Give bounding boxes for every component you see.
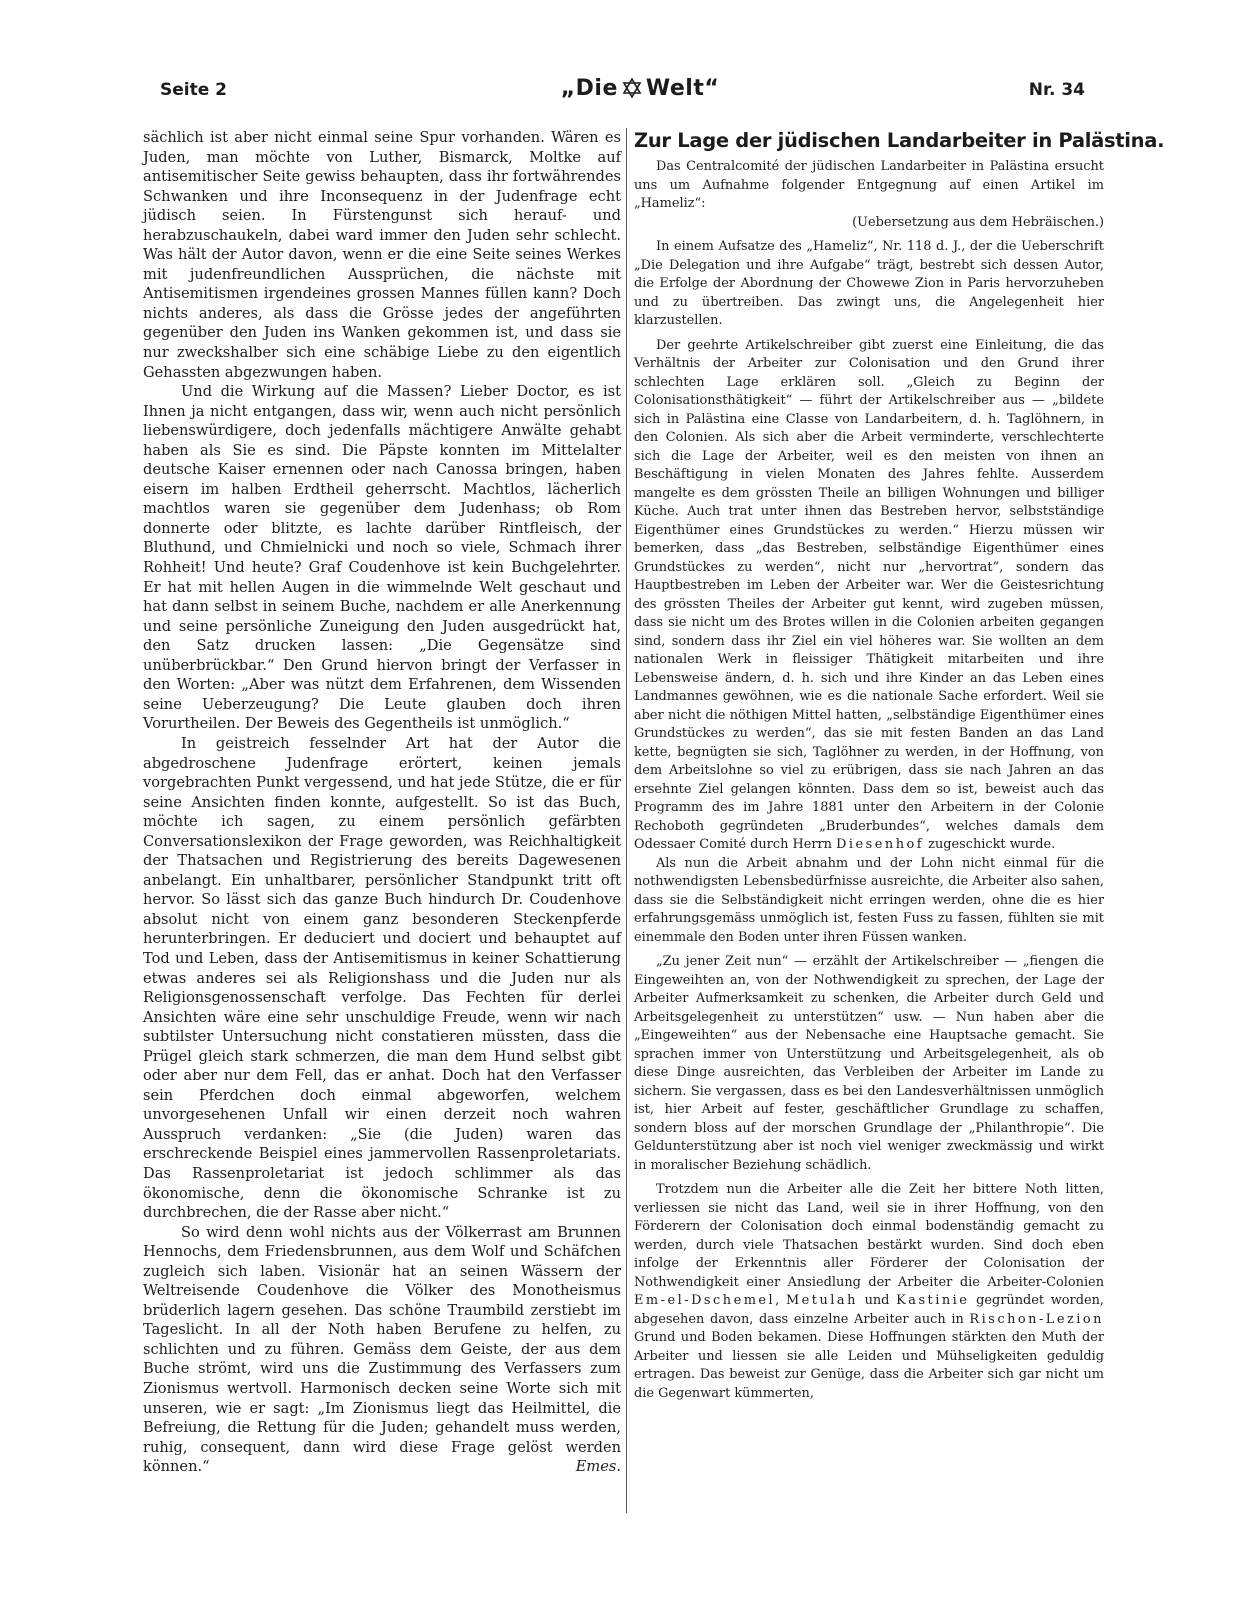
- right-column: [634, 128, 1165, 1403]
- right-paragraph-2-text: Der geehrte Artikelschreiber gibt zuerst eine Einleitung, die das Verhältnis der Arbeiter zur Colonisation und den Grund ihrer schlechten Lage erklären soll. „Gleich zu Beginn der Colonisationsthätigkeit“ — führt der Artikelschreiber aus — „bildete sich in Palästina eine Classe von Landarbeitern, d. h. Taglöhnern, in den Colonien. Als sich aber die Arbeit verminderte, verschlechterte sich die Lage der Arbeiter, weil es den meisten von ihnen an Beschäftigung in vielen Monaten des Jahres fehlte. Ausserdem mangelte es dem grössten Theile an billigen Wohnungen und billiger Küche. Auch trat unter ihnen das Bestreben hervor, selbstständige Eigenthümer eines Grundstückes zu werden.“ Hierzu müssen wir bemerken, dass „das Bestreben, selbständige Eigenthümer eines Grundstückes zu werden“, nicht nur „hervortrat“, sondern das Hauptbestreben im Leben der Arbeiter war. Wer die Geistesrichtung des grössten Theiles der Arbeiter gut kennt, wird zugeben müssen, dass sie nicht um des Brotes willen in die Colonien arbeiten gegangen sind, sondern dass ihr Ziel ein viel höheres war. Sie wollten an dem nationalen Werk in fleissiger Thätigkeit mitarbeiten und ihre Lebensweise ändern, d. h. sich und ihre Kinder an das Leben eines Landmannes gewöhnen, wie es die nationale Sache erfordert. Weil sie aber nicht die nöthigen Mittel hatten, „selbständige Eigenthümer eines Grundstückes zu werden“, das sie mit festen Banden an das Land kette, begnügten sie sich, Taglöhner zu werden, in der Hoffnung, von dem Arbeitslohne so viel zu erübrigen, dass sie nach Jahren an das ersehnte Ziel gelangen könnten. Dass dem so ist, beweist auch das Programm des im Jahre 1881 unter den Arbeitern in der Colonie Rechoboth gegründeten „Bruderbundes“, welches damals dem Odessaer Comité durch Herrn: [634, 337, 1104, 852]
- spaced-colony-rischon-lezion: Rischon-Lezion: [969, 1311, 1104, 1327]
- page-number: Seite 2: [160, 80, 228, 100]
- masthead-title-left: „Die: [560, 76, 618, 101]
- right-paragraph-1: In einem Aufsatze des „Hameliz“, Nr. 118 d. J., der die Ueberschrift „Die Delegation und ihre Aufgabe“ trägt, bestrebt sich dessen Autor, die Erfolge der Abordnung der Chowewe Zion in Paris hervorzuheben und zu übertreiben. Das zwingt uns, die Angelegenheit hier klarzustellen.: [634, 239, 1104, 328]
- spaced-name-diesenhof: Diesenhof: [836, 837, 925, 852]
- left-paragraph-4: [143, 1223, 621, 1477]
- right-paragraph-4: „Zu jener Zeit nun“ — erzählt der Artikelschreiber — „fiengen die Eingeweihten an, von der Nothwendigkeit zu sprechen, der Lage der Arbeiter Aufmerksamkeit zu schenken, die Arbeiter durch Geld und Arbeitsgelegenheit zu unterstützen“ usw. — Nun haben aber die „Eingeweihten“ aus der Nebensache eine Hauptsache gemacht. Sie sprachen immer von Unterstützung und Arbeitsgelegenheit, als ob diese Dinge ausreichten, das Verbleiben der Arbeiter im Lande zu sichern. Sie vergassen, dass es bei den Landesverhältnissen unmöglich ist, hier Arbeit auf fester, geschäftlicher Grundlage zu schaffen, sondern bloss auf der morschen Grundlage der „Philanthropie“. Die Geldunterstützung aber ist noch viel weniger zweckmässig und wirkt in moralischer Beziehung schädlich.: [634, 954, 1104, 1173]
- left-paragraph-4-text: So wird denn wohl nichts aus der Völkerrast am Brunnen Hennochs, dem Friedensbrunnen, aus dem Wolf und Schäfchen zugleich sich laben. Visionär hat an seinen Wässern der Weltreisende Coudenhove die Völker des Monotheismus brüderlich lagern gesehen. Das schöne Traumbild zerstiebt im Tageslicht. In all der Noth haben Berufene zu helfen, zu schlichten und zu führen. Gemäss dem Geiste, der aus dem Buche strömt, wird uns die Zustimmung des Verfassers zum Zionismus wertvoll. Harmonisch decken seine Worte sich mit unseren, wie er sagt: „Im Zionismus liegt das Heilmittel, die Befreiung, die Rettung für die Juden; gehandelt muss werden, ruhig, consequent, dann wird diese Frage gelöst werden können.“: [143, 1223, 621, 1476]
- spaced-colony-em-el-dschemel: Em-el-Dschemel: [634, 1293, 776, 1308]
- masthead-title-right: Welt“: [645, 76, 720, 101]
- right-paragraph-5-tail: Grund und Boden bekamen. Diese Hoffnungen stärkten den Muth der Arbeiter und liessen sie alle Leiden und Mühseligkeiten geduldig ertragen. Das beweist zur Genüge, dass die Arbeiter sich gar nicht um die Gegenwart kümmerten,: [634, 1330, 1104, 1401]
- author-signature: Emes.: [575, 1458, 621, 1476]
- spaced-colony-kastinie: Kastinie: [896, 1293, 970, 1308]
- left-paragraph-1: sächlich ist aber nicht einmal seine Spur vorhanden. Wären es Juden, man möchte von Luther, Bismarck, Moltke auf antisemitischer Seite gewiss behaupten, dass ihr fortwährendes Schwanken und ihre Inconsequenz in der Judenfrage echt jüdisch seien. In Fürstengunst sich herauf- und herabzuschaukeln, dabei ward immer den Juden sehr schlecht. Was hält der Autor davon, wenn er die eine Seite seines Werkes mit judenfreundlichen Aussprüchen, die nächste mit Antisemitismen irgendeines grossen Mannes füllen kann? Doch nichts anderes, als dass die Grösse jedes der angeführten gegenüber den Juden ins Wanken gekommen ist, und dass sie nur zweckshalber sich eine schäbige Liebe zu den eigentlich Gehassten abgezwungen haben.: [143, 129, 621, 381]
- right-paragraph-5: Trotzdem nun die Arbeiter alle die Zeit her bittere Noth litten, verliessen sie nicht das Land, weil sie in ihrer Hoffnung, von den Förderern der Colonisation doch einmal bodenständig gemacht zu werden, durch viele Thatsachen bestärkt wurden. Sind doch eben infolge der Erkenntnis aller Förderer der Colonisation der Nothwendigkeit einer Ansiedlung der Arbeiter die Arbeiter-Colonien Em-el-Dschemel, Metulah und Kastinie gegründet worden, abgesehen davon, dass einzelne Arbeiter auch in Rischon-Lezion Grund und Boden bekamen. Diese Hoffnungen stärkten den Muth der Arbeiter und liessen sie alle Leiden und Mühseligkeiten geduldig ertragen. Das beweist zur Genüge, dass die Arbeiter sich gar nicht um die Gegenwart kümmerten,: [634, 1182, 1104, 1401]
- right-paragraph-5-text: Trotzdem nun die Arbeiter alle die Zeit her bittere Noth litten, verliessen sie nicht das Land, weil sie in ihrer Hoffnung, von den Förderern der Colonisation doch einmal bodenständig gemacht zu werden, durch viele Thatsachen bestärkt wurden. Sind doch eben infolge der Erkenntnis aller Förderer der Colonisation der Nothwendigkeit einer Ansiedlung der Arbeiter die Arbeiter-Colonien: [634, 1182, 1104, 1290]
- star-of-david-icon: [622, 78, 642, 104]
- left-column: [143, 128, 621, 1477]
- translation-note: (Uebersetzung aus dem Hebräischen.): [852, 214, 1104, 230]
- right-paragraph-2: [634, 337, 1104, 855]
- left-paragraph-3: In geistreich fesselnder Art hat der Autor die abgedroschene Judenfrage erörtert, keinen jemals vorgebrachten Punkt vergessend, und hat jede Stütze, die er für seine Ansichten finden konnte, aufgestellt. So ist das Buch, möchte ich sagen, zu einem persönlich gefärbten Conversationslexikon der Frage geworden, was Reichhaltigkeit der Thatsachen und Registrierung des bereits Dagewesenen anbelangt. Ein unhaltbarer, persönlicher Standpunkt tritt oft hervor. So lässt sich das ganze Buch hindurch Dr. Coudenhove absolut nicht von einem ganz besonderen Steckenpferde herunterbringen. Er deduciert und dociert und behauptet auf Tod und Leben, dass der Antisemitismus in keiner Schattierung etwas anderes sei als Religionshass und die Juden nur als Religionsgenossenschaft verfolge. Das Fechten für derlei Ansichten wäre eine sehr unschuldige Freude, wenn wir nach subtilster Untersuchung nicht constatieren müssten, dass die Prügel gleich stark schmerzen, die man dem Hund selbst gibt oder aber nur dem Fell, das er anhat. Doch hat den Verfasser sein Pferdchen doch einmal abgeworfen, welchem unvorgesehenen Unfall wir einen derzeit noch wahren Ausspruch verdanken: „Sie (die Juden) waren das erschreckende Beispiel eines jammervollen Rassenproletariats. Das Rassenproletariat ist jedoch schlimmer als das ökonomische, denn die ökonomische Schranke ist zu durchbrechen, die der Rasse aber nicht.“: [143, 734, 621, 1222]
- spaced-colony-metulah: Metulah: [785, 1293, 858, 1308]
- issue-number: Nr. 34: [1028, 80, 1085, 100]
- column-divider: [626, 128, 627, 1513]
- article-title: Zur Lage der jüdischen Landarbeiter in Palästina.: [634, 129, 1165, 152]
- left-paragraph-2: Und die Wirkung auf die Massen? Lieber Doctor, es ist Ihnen ja nicht entgangen, dass wir, wenn auch nicht persönlich liebenswürdigere, doch jedenfalls mächtigere Anwälte gehabt haben als Sie es sind. Die Päpste konnten im Mittelalter deutsche Kaiser ernennen oder nach Canossa bringen, haben eisern im halben Erdtheil geherrscht. Machtlos, lächerlich machtlos waren sie gegenüber dem Judenhass; ob Rom donnerte oder blitzte, es lachte darüber Rintfleisch, der Bluthund, und Chmielnicki und noch so viele, Schmach ihrer Rohheit! Und heute? Graf Coudenhove ist kein Buchgelehrter. Er hat mit hellen Augen in die wimmelnde Welt geschaut und hat dann selbst in seinem Buche, nachdem er alle Anerkennung und seine persönliche Zuneigung den Juden ausgedrückt hat, den Satz drucken lassen: „Die Gegensätze sind unüberbrückbar.“ Den Grund hiervon bringt der Verfasser in den Worten: „Aber was nützt dem Erfahrenen, dem Wissenden seine Ueberzeugung? Die Leute glauben doch ihren Vorurtheilen. Der Beweis des Gegentheils ist unmöglich.“: [143, 383, 621, 733]
- page-header: [160, 76, 1085, 116]
- article-intro: Das Centralcomité der jüdischen Landarbeiter in Palästina ersucht uns um Aufnahme folgender Entgegnung auf einen Artikel im „Hameliz“:: [634, 159, 1104, 211]
- right-paragraph-2-tail: zugeschickt wurde.: [928, 837, 1056, 852]
- right-paragraph-3: Als nun die Arbeit abnahm und der Lohn nicht einmal für die nothwendigsten Lebensbedürfnisse ausreichte, die Arbeiter also sahen, dass sie die Selbständigkeit nicht erringen werden, ohne die es hier erfahrungsgemäss unmöglich ist, festen Fuss zu fassen, fühlten sie mit einemmale den Boden unter ihren Füssen wanken.: [634, 855, 1104, 945]
- masthead-title: [540, 76, 740, 104]
